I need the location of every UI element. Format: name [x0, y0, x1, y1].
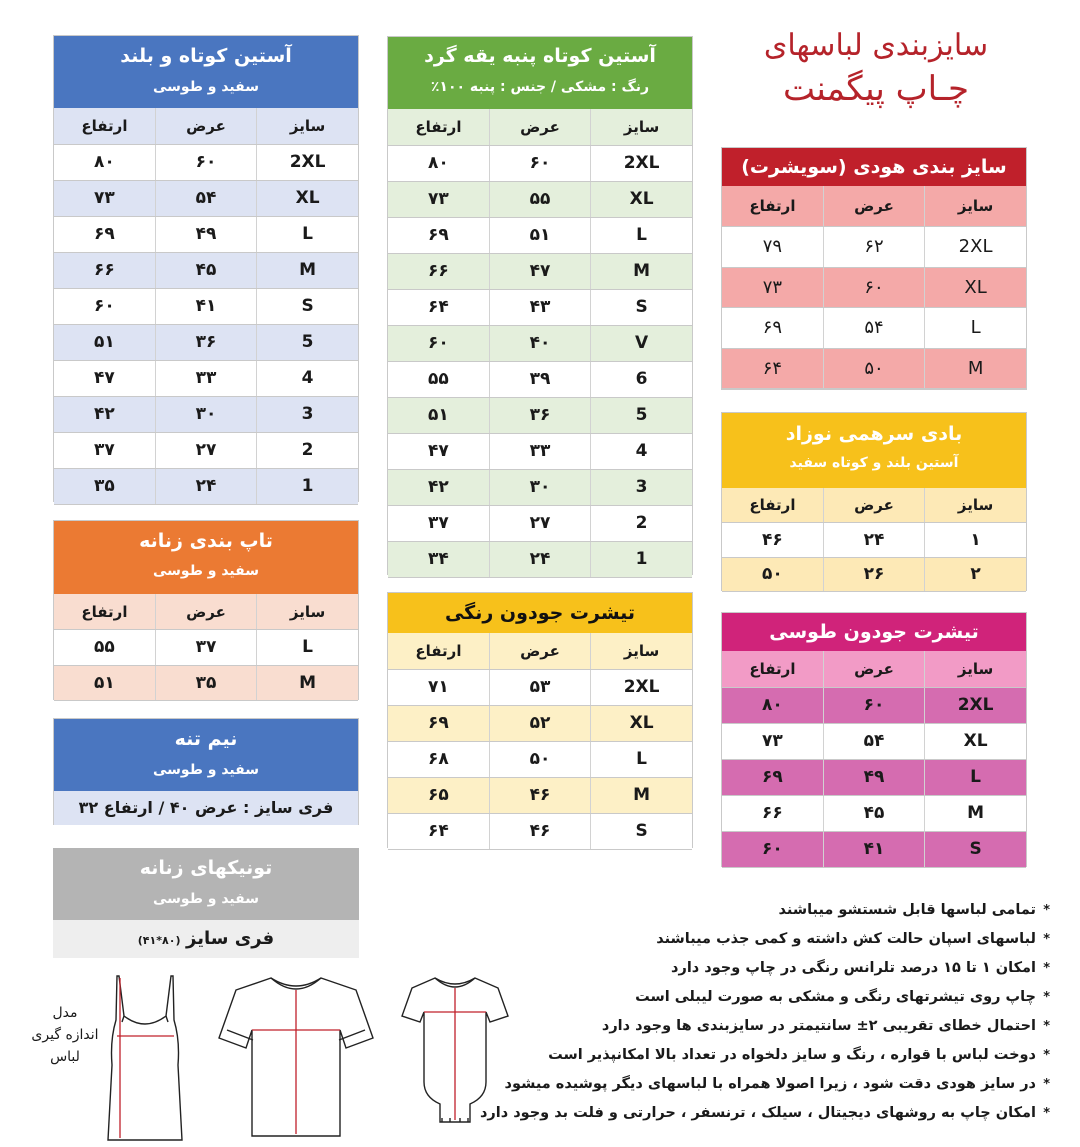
table-cell: S	[591, 289, 692, 325]
table-row	[388, 361, 692, 397]
table-row	[54, 252, 358, 288]
table-cell: ۴۶	[722, 523, 823, 558]
table-cell: 4	[257, 360, 358, 396]
column-header: ارتفاع	[722, 651, 823, 687]
free-size-detail: (۸۰*۴۱)	[137, 934, 181, 947]
column-header: سایز	[925, 186, 1026, 227]
table-cell: ۵۰	[722, 557, 823, 592]
column-header: سایز	[591, 633, 692, 669]
table-cell: ۲	[925, 557, 1026, 592]
table-row	[54, 360, 358, 396]
column-header: ارتفاع	[388, 109, 489, 145]
column-header: عرض	[155, 594, 256, 630]
table-subtitle: سفید و طوسی	[153, 79, 259, 95]
table-cell: ۵۱	[54, 324, 155, 360]
note-item: *چاپ روی تیشرتهای رنگی و مشکی به صورت لیبلی است	[635, 989, 1050, 1005]
table-cotton-crew	[387, 36, 693, 575]
table-cell: ۵۱	[54, 665, 155, 701]
table-title: تیشرت جودون طوسی	[769, 621, 979, 643]
table-title: آستین کوتاه پنبه یقه گرد	[424, 45, 656, 67]
table-cell: 2XL	[925, 227, 1026, 268]
table-cell: ۴۵	[155, 252, 256, 288]
table-cell: XL	[591, 705, 692, 741]
table-row	[388, 813, 692, 849]
table-row	[54, 144, 358, 180]
table-cell: ۲۴	[489, 541, 590, 577]
table-cell: ۶۶	[722, 795, 823, 831]
measure-label-line: لباس	[50, 1049, 80, 1065]
column-header: عرض	[489, 633, 590, 669]
table-row	[722, 687, 1026, 723]
table-header	[722, 613, 1026, 651]
table-cell: ۶۰	[823, 267, 924, 308]
table-header	[54, 521, 358, 594]
column-header: سایز	[257, 594, 358, 630]
table-cell: ۶۸	[388, 741, 489, 777]
table-row	[388, 289, 692, 325]
table-cell: M	[925, 348, 1026, 389]
table-header-row	[722, 488, 1026, 523]
table-cell: ۶۰	[155, 144, 256, 180]
table-cell: ۷۳	[722, 723, 823, 759]
table-cell: ۳۳	[489, 433, 590, 469]
column-header: سایز	[591, 109, 692, 145]
size-table	[388, 633, 692, 850]
tank-top-sketch-icon	[100, 970, 190, 1145]
table-cell: 3	[257, 396, 358, 432]
table-cell: 1	[257, 468, 358, 504]
table-cell: ۱	[925, 523, 1026, 558]
column-header: سایز	[257, 108, 358, 144]
table-cell: ۲۴	[155, 468, 256, 504]
table-cell: ۷۱	[388, 669, 489, 705]
table-cell: ۸۰	[722, 687, 823, 723]
table-cell: ۶۴	[722, 348, 823, 389]
table-cell: ۴۷	[388, 433, 489, 469]
measure-label-line: اندازه گیری	[31, 1027, 99, 1043]
table-cell: L	[925, 759, 1026, 795]
table-cell: ۵۵	[54, 630, 155, 666]
table-cell: 5	[591, 397, 692, 433]
panel-subtitle: سفید و طوسی	[153, 891, 259, 907]
column-header: عرض	[823, 651, 924, 687]
table-cell: ۷۳	[722, 267, 823, 308]
table-cell: ۵۴	[823, 308, 924, 349]
table-cell: ۶۹	[54, 216, 155, 252]
table-cell: 2XL	[591, 669, 692, 705]
table-title: تاپ بندی زنانه	[139, 530, 273, 552]
table-row	[388, 217, 692, 253]
size-table	[722, 651, 1026, 868]
table-cell: ۳۵	[54, 468, 155, 504]
free-size-text: فری سایز	[186, 928, 275, 949]
table-cell: ۷۳	[388, 181, 489, 217]
table-header	[722, 413, 1026, 488]
table-cell: 2	[257, 432, 358, 468]
table-row	[388, 469, 692, 505]
note-item: *احتمال خطای تقریبی ۲± سانتیمتر در سایزبندی ها وجود دارد	[601, 1018, 1050, 1034]
column-header: عرض	[489, 109, 590, 145]
table-row	[388, 325, 692, 361]
table-header	[54, 36, 358, 108]
table-row	[722, 308, 1026, 349]
panel-header	[54, 719, 358, 791]
table-header-row	[54, 594, 358, 630]
table-cell: ۴۱	[823, 831, 924, 867]
size-table	[722, 186, 1026, 389]
table-hoodie	[721, 147, 1027, 390]
table-cell: L	[257, 630, 358, 666]
table-row	[722, 557, 1026, 592]
table-row	[54, 324, 358, 360]
note-item: *امکان ۱ تا ۱۵ درصد تلرانس رنگی در چاپ وجود دارد	[671, 960, 1050, 976]
table-cell: ۴۲	[388, 469, 489, 505]
table-newborn	[721, 412, 1027, 591]
panel-title: تونیکهای زنانه	[139, 857, 273, 879]
table-cell: M	[257, 665, 358, 701]
table-cell: ۵۵	[388, 361, 489, 397]
table-cell: M	[257, 252, 358, 288]
table-tank	[53, 520, 359, 700]
table-row	[54, 180, 358, 216]
free-size-text: فری سایز : عرض ۴۰ / ارتفاع ۳۲	[54, 791, 358, 825]
table-cell: ۶۶	[54, 252, 155, 288]
table-cell: ۲۷	[155, 432, 256, 468]
table-cell: ۷۳	[54, 180, 155, 216]
table-row	[388, 741, 692, 777]
table-cell: ۵۰	[823, 348, 924, 389]
table-cell: ۴۹	[823, 759, 924, 795]
table-cell: M	[591, 777, 692, 813]
table-cell: 2XL	[925, 687, 1026, 723]
table-cell: ۶۹	[722, 308, 823, 349]
table-title: آستین کوتاه و بلند	[120, 45, 292, 67]
table-cell: ۶۶	[388, 253, 489, 289]
table-long-short	[53, 35, 359, 502]
table-row	[54, 216, 358, 252]
table-cell: ۵۱	[388, 397, 489, 433]
table-cell: XL	[925, 267, 1026, 308]
table-cell: S	[925, 831, 1026, 867]
size-table	[388, 109, 692, 578]
table-cell: ۶۹	[388, 705, 489, 741]
table-cell: ۶۴	[388, 813, 489, 849]
panel-subtitle: سفید و طوسی	[153, 762, 259, 778]
table-row	[388, 145, 692, 181]
column-header: ارتفاع	[54, 594, 155, 630]
table-row	[54, 468, 358, 504]
table-row	[54, 665, 358, 701]
size-table	[54, 108, 358, 505]
table-cell: L	[257, 216, 358, 252]
column-header: ارتفاع	[722, 186, 823, 227]
table-cell: ۶۴	[388, 289, 489, 325]
table-cell: M	[591, 253, 692, 289]
table-cell: ۲۶	[823, 557, 924, 592]
column-header: عرض	[823, 186, 924, 227]
table-row	[388, 433, 692, 469]
table-cell: ۴۶	[489, 813, 590, 849]
tshirt-sketch-icon	[216, 972, 376, 1140]
table-row	[388, 777, 692, 813]
table-row	[722, 523, 1026, 558]
table-row	[722, 723, 1026, 759]
table-cell: ۵۴	[823, 723, 924, 759]
column-header: ارتفاع	[388, 633, 489, 669]
table-row	[388, 397, 692, 433]
table-header-row	[388, 633, 692, 669]
table-cell: ۳۶	[489, 397, 590, 433]
table-cell: 6	[591, 361, 692, 397]
table-subtitle: سفید و طوسی	[153, 563, 259, 579]
table-cell: ۳۳	[155, 360, 256, 396]
table-cell: XL	[925, 723, 1026, 759]
table-cell: 1	[591, 541, 692, 577]
table-seamless-color	[387, 592, 693, 848]
notes-list	[450, 896, 1050, 1128]
table-subtitle: آستین بلند و کوتاه سفید	[789, 455, 959, 471]
table-cell: ۶۰	[388, 325, 489, 361]
free-size-row	[53, 920, 359, 958]
table-cell: ۵۰	[489, 741, 590, 777]
column-header: ارتفاع	[54, 108, 155, 144]
table-header-row	[54, 108, 358, 144]
table-cell: ۲۴	[823, 523, 924, 558]
table-cell: ۳۷	[155, 630, 256, 666]
table-cell: XL	[591, 181, 692, 217]
note-item: *تمامی لباسها قابل شستشو میباشند	[778, 902, 1050, 918]
table-title: تیشرت جودون رنگی	[444, 602, 636, 624]
table-header-row	[722, 186, 1026, 227]
table-row	[388, 253, 692, 289]
column-header: سایز	[925, 651, 1026, 687]
table-cell: 3	[591, 469, 692, 505]
note-item: *لباسهای اسپان حالت کش داشته و کمی جذب میباشند	[656, 931, 1050, 947]
column-header: ارتفاع	[722, 488, 823, 523]
table-cell: ۴۰	[489, 325, 590, 361]
table-cell: ۴۵	[823, 795, 924, 831]
table-cell: ۶۰	[54, 288, 155, 324]
table-cell: L	[925, 308, 1026, 349]
table-cell: 2XL	[257, 144, 358, 180]
table-row	[722, 227, 1026, 268]
table-row	[388, 181, 692, 217]
table-cell: ۶۹	[388, 217, 489, 253]
table-cell: ۳۴	[388, 541, 489, 577]
main-title	[716, 28, 1036, 109]
size-table	[722, 488, 1026, 592]
table-row	[722, 831, 1026, 867]
table-header	[388, 593, 692, 633]
table-header-row	[388, 109, 692, 145]
table-row	[54, 396, 358, 432]
table-cell: ۳۰	[489, 469, 590, 505]
note-item: *دوخت لباس با قواره ، رنگ و سایز دلخواه در تعداد بالا امکانپذیر است	[548, 1047, 1050, 1063]
table-cell: ۶۰	[823, 687, 924, 723]
table-cell: ۸۰	[388, 145, 489, 181]
note-item: *در سایز هودی دقت شود ، زیرا اصولا همراه با لباسهای دیگر پوشیده میشود	[504, 1076, 1050, 1092]
table-cell: V	[591, 325, 692, 361]
panel-header	[53, 848, 359, 920]
table-header	[722, 148, 1026, 186]
table-cell: S	[591, 813, 692, 849]
table-cell: ۳۷	[54, 432, 155, 468]
measure-label-line: مدل	[52, 1005, 78, 1021]
table-cell: ۸۰	[54, 144, 155, 180]
table-row	[722, 795, 1026, 831]
table-row	[54, 288, 358, 324]
table-subtitle: رنگ : مشکی / جنس : پنبه ۱۰۰٪	[430, 79, 650, 95]
column-header: عرض	[155, 108, 256, 144]
table-cell: ۴۱	[155, 288, 256, 324]
table-row	[388, 669, 692, 705]
table-cell: ۴۳	[489, 289, 590, 325]
table-title: بادی سرهمی نوزاد	[785, 423, 963, 445]
table-row	[54, 432, 358, 468]
table-cell: L	[591, 217, 692, 253]
table-row	[54, 630, 358, 666]
table-cell: ۳۷	[388, 505, 489, 541]
table-cell: M	[925, 795, 1026, 831]
panel-nimtane	[53, 718, 359, 825]
table-seamless-gray	[721, 612, 1027, 867]
table-cell: ۵۳	[489, 669, 590, 705]
measure-label	[26, 1002, 104, 1068]
table-cell: ۵۲	[489, 705, 590, 741]
table-cell: ۳۵	[155, 665, 256, 701]
table-cell: 2XL	[591, 145, 692, 181]
table-header	[388, 37, 692, 109]
table-cell: ۴۷	[489, 253, 590, 289]
table-cell: S	[257, 288, 358, 324]
main-title-line1: سایزبندی لباسهای	[763, 28, 989, 63]
table-cell: ۶۰	[489, 145, 590, 181]
table-cell: ۴۹	[155, 216, 256, 252]
table-cell: 4	[591, 433, 692, 469]
size-table	[54, 594, 358, 701]
table-cell: ۳۰	[155, 396, 256, 432]
table-cell: ۲۷	[489, 505, 590, 541]
panel-tunic	[53, 848, 359, 958]
table-cell: 2	[591, 505, 692, 541]
table-cell: ۵۴	[155, 180, 256, 216]
table-cell: ۶۹	[722, 759, 823, 795]
table-cell: ۵۱	[489, 217, 590, 253]
column-header: عرض	[823, 488, 924, 523]
table-row	[388, 541, 692, 577]
table-row	[722, 348, 1026, 389]
table-cell: XL	[257, 180, 358, 216]
note-item: *امکان چاپ به روشهای دیجیتال ، سیلک ، ترنسفر ، حرارتی و فلت بد وجود دارد	[479, 1105, 1050, 1121]
column-header: سایز	[925, 488, 1026, 523]
main-title-line2: چـاپ پیگمنت	[783, 69, 969, 109]
table-cell: ۴۲	[54, 396, 155, 432]
panel-title: نیم تنه	[174, 728, 238, 750]
table-cell: ۵۵	[489, 181, 590, 217]
table-cell: ۶۵	[388, 777, 489, 813]
table-row	[388, 705, 692, 741]
table-cell: ۶۰	[722, 831, 823, 867]
table-row	[388, 505, 692, 541]
table-row	[722, 267, 1026, 308]
table-cell: L	[591, 741, 692, 777]
table-title: سایز بندی هودی (سویشرت)	[741, 156, 1007, 178]
table-cell: 5	[257, 324, 358, 360]
table-header-row	[722, 651, 1026, 687]
table-cell: ۴۶	[489, 777, 590, 813]
table-cell: ۳۹	[489, 361, 590, 397]
table-cell: ۷۹	[722, 227, 823, 268]
table-cell: ۳۶	[155, 324, 256, 360]
table-cell: ۴۷	[54, 360, 155, 396]
table-row	[722, 759, 1026, 795]
table-cell: ۶۲	[823, 227, 924, 268]
